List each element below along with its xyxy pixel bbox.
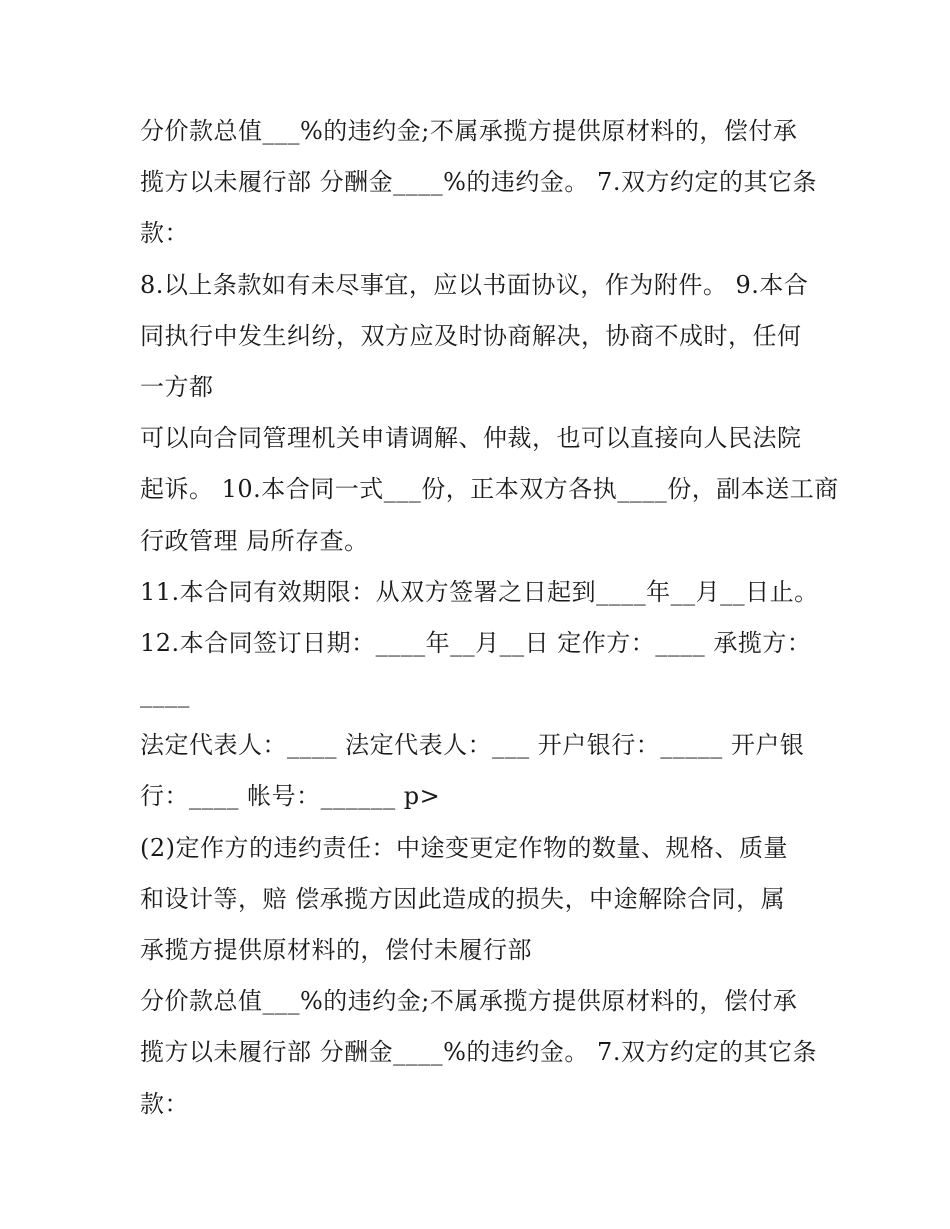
text-line: 揽方以未履行部 分酬金____%的违约金。 7.双方约定的其它条	[140, 168, 817, 197]
text-line: 款：	[140, 219, 189, 248]
text-line: 揽方以未履行部 分酬金____%的违约金。 7.双方约定的其它条	[140, 1038, 817, 1067]
text-line: 法定代表人：____ 法定代表人：___ 开户银行：_____ 开户银	[140, 731, 805, 760]
text-line: 8.以上条款如有未尽事宜，应以书面协议，作为附件。 9.本合	[140, 270, 809, 299]
document-body	[140, 106, 839, 1130]
text-line: 11.本合同有效期限：从双方签署之日起到____年__月__日止。	[140, 577, 819, 606]
text-line: 和设计等，赔 偿承揽方因此造成的损失，中途解除合同，属	[140, 884, 786, 913]
text-line: 12.本合同签订日期：____年__月__日 定作方：____ 承揽方：	[140, 628, 812, 657]
text-line: 款：	[140, 1089, 189, 1118]
text-line: 一方都	[140, 372, 214, 401]
text-line: ____	[140, 680, 190, 709]
text-line: 起诉。 10.本合同一式___份，正本双方各执____份，副本送工商	[140, 475, 839, 504]
text-line: 同执行中发生纠纷，双方应及时协商解决，协商不成时，任何	[140, 321, 802, 350]
text-line: 行政管理 局所存查。	[140, 526, 369, 555]
text-line: 分价款总值___%的违约金;不属承揽方提供原材料的，偿付承	[140, 117, 798, 145]
text-line: 分价款总值___%的违约金;不属承揽方提供原材料的，偿付承	[140, 987, 798, 1016]
text-line: (2)定作方的违约责任：中途变更定作物的数量、规格、质量	[140, 833, 788, 862]
text-line: 可以向合同管理机关申请调解、仲裁，也可以直接向人民法院	[140, 424, 802, 453]
text-line: 行：____ 帐号：______ p>	[140, 782, 441, 811]
text-line: 承揽方提供原材料的，偿付未履行部	[140, 936, 532, 964]
